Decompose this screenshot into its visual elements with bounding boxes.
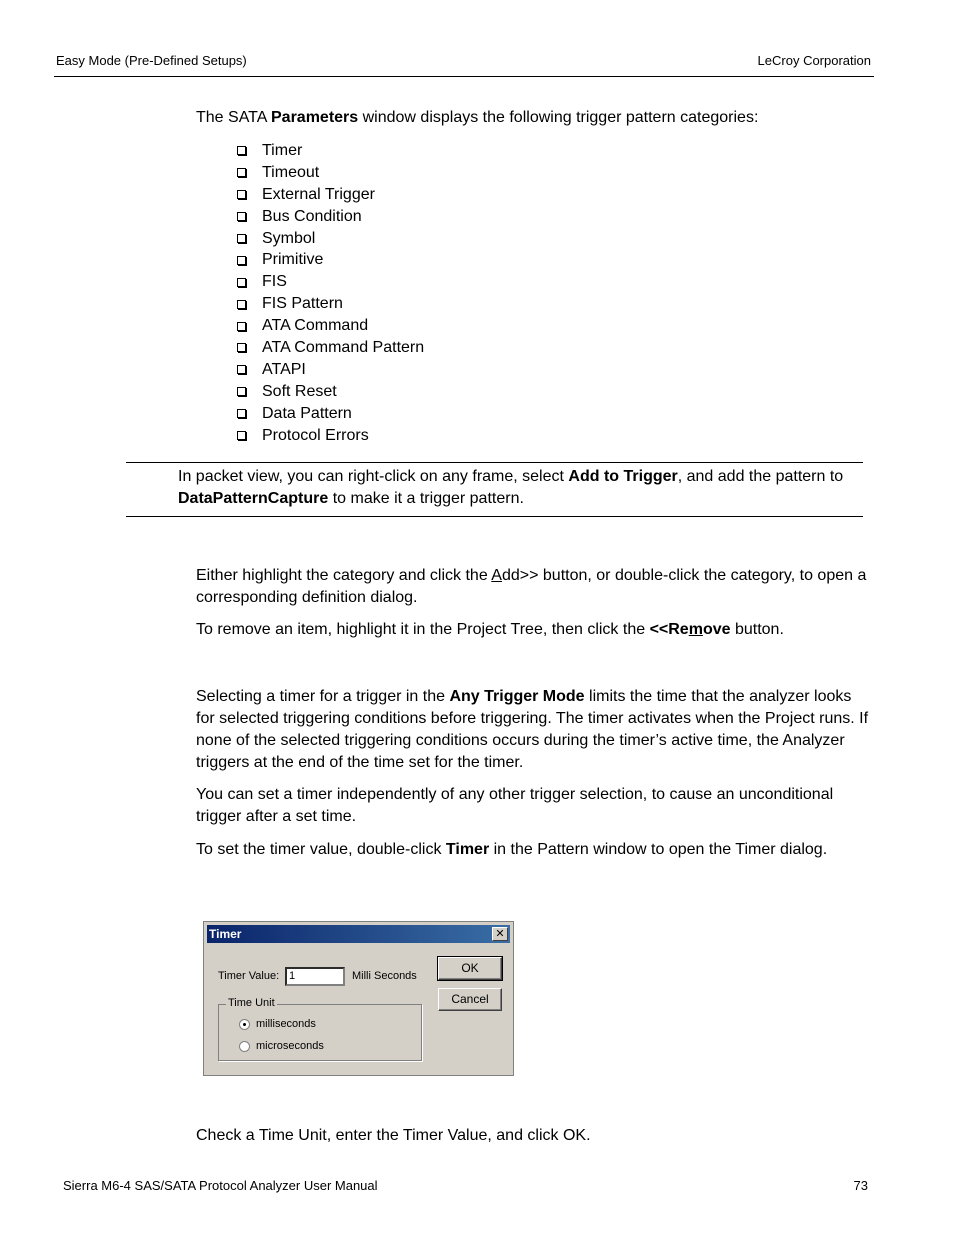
list-item-label: Soft Reset [262,382,337,400]
paragraph-text: Selecting a timer for a trigger in the [196,688,450,705]
time-unit-group [218,1004,422,1061]
header-rule [54,76,874,77]
timer-paragraph-3 [196,839,871,861]
list-item [237,206,424,228]
milliseconds-radio[interactable] [239,1019,250,1030]
list-item-label: External Trigger [262,185,375,203]
note-bold: DataPatternCapture [178,490,329,507]
list-item-label: Protocol Errors [262,426,369,444]
cancel-button[interactable]: Cancel [438,988,502,1011]
list-item-label: ATA Command Pattern [262,339,425,357]
list-item-label: FIS Pattern [262,295,343,313]
note-line-1 [178,466,863,488]
list-item [237,359,424,381]
checkbox-bullet-icon [237,365,246,374]
note-box [126,462,863,517]
paragraph-text: Either highlight the category and click the [196,567,492,584]
intro-text: The SATA [196,109,271,126]
list-item [237,403,424,425]
checkbox-bullet-icon [237,234,246,243]
paragraph-bold: Timer [445,841,490,858]
checkbox-bullet-icon [237,387,246,396]
remove-paragraph [196,619,871,641]
list-item [237,162,424,184]
note-text: In packet view, you can right-click on any frame, select [178,468,569,485]
intro-bold: Parameters [271,109,359,126]
checkbox-bullet-icon [237,322,246,331]
dialog-title: Timer [209,927,242,941]
timer-value-label: Timer Value: [218,970,280,982]
checkbox-bullet-icon [237,168,246,177]
timer-paragraph-2: You can set a timer independently of any other trigger selection, to cause an unconditional trigger after a set time. [196,786,834,825]
paragraph-text: button. [730,621,784,638]
checkbox-bullet-icon [237,146,246,155]
list-item-label: ATA Command [262,317,369,335]
paragraph-text: dd>> button, or double-click the category, to open a corresponding definition dialog. [196,567,867,606]
list-item [237,184,424,206]
paragraph-bold: Any Trigger Mode [449,688,585,705]
checkbox-bullet-icon [237,300,246,309]
list-item-label: Timeout [262,163,320,181]
page-number: 73 [853,1178,868,1193]
closing-paragraph: Check a Time Unit, enter the Timer Value, and click OK. [196,1127,591,1144]
checkbox-bullet-icon [237,278,246,287]
list-item [237,315,424,337]
intro-paragraph [196,107,871,129]
paragraph-text: limits the time that the analyzer looks for selected triggering conditions before triggering. The timer activates when the Project runs. If none of the selected triggering conditions occurs during the timer’s active time, the Analyzer triggers at the end of the time set for the timer. [196,688,869,771]
checkbox-bullet-icon [237,212,246,221]
list-item [237,425,424,447]
checkbox-bullet-icon [237,256,246,265]
paragraph-text: To set the timer value, double-click [196,841,446,858]
checkbox-bullet-icon [237,409,246,418]
dialog-title-bar [207,925,510,943]
intro-text-end: window displays the following trigger pattern categories: [358,109,759,126]
list-item-label: Bus Condition [262,207,362,225]
list-item [237,140,424,162]
remove-bold: ove [702,621,731,638]
note-text: to make it a trigger pattern. [328,490,524,507]
list-item [237,228,424,250]
time-unit-group-label: Time Unit [228,997,275,1009]
remove-bold: <<Re [649,621,689,638]
unit-label: Milli Seconds [352,970,417,982]
paragraph-text: in the Pattern window to open the Timer dialog. [489,841,828,858]
list-item [237,381,424,403]
ok-button[interactable]: OK [438,957,502,980]
access-key: m [688,621,703,638]
running-header-left: Easy Mode (Pre-Defined Setups) [56,53,247,68]
category-list [237,140,424,446]
list-item-label: Timer [262,142,303,159]
paragraph-text: To remove an item, highlight it in the Project Tree, then click the [196,621,650,638]
timer-paragraph-1 [196,686,871,774]
milliseconds-label: milliseconds [256,1018,316,1030]
close-icon[interactable]: ✕ [492,927,508,941]
access-key: A [491,567,502,584]
list-item [237,337,424,359]
timer-dialog [203,921,514,1076]
microseconds-label: microseconds [256,1040,324,1052]
list-item-label: Symbol [262,229,316,247]
running-header-right: LeCroy Corporation [757,53,871,68]
add-paragraph [196,565,871,609]
footer-title: Sierra M6-4 SAS/SATA Protocol Analyzer User Manual [63,1178,378,1193]
timer-value-field[interactable]: 1 [285,967,345,986]
list-item [237,271,424,293]
list-item [237,249,424,271]
checkbox-bullet-icon [237,190,246,199]
list-item-label: Data Pattern [262,404,352,422]
list-item-label: Primitive [262,251,324,269]
note-text: , and add the pattern to [677,468,844,485]
microseconds-radio[interactable] [239,1041,250,1052]
checkbox-bullet-icon [237,343,246,352]
list-item-label: FIS [262,273,287,291]
list-item-label: ATAPI [262,360,306,378]
note-line-2 [178,488,863,510]
checkbox-bullet-icon [237,431,246,440]
list-item [237,293,424,315]
note-bold: Add to Trigger [568,468,678,485]
